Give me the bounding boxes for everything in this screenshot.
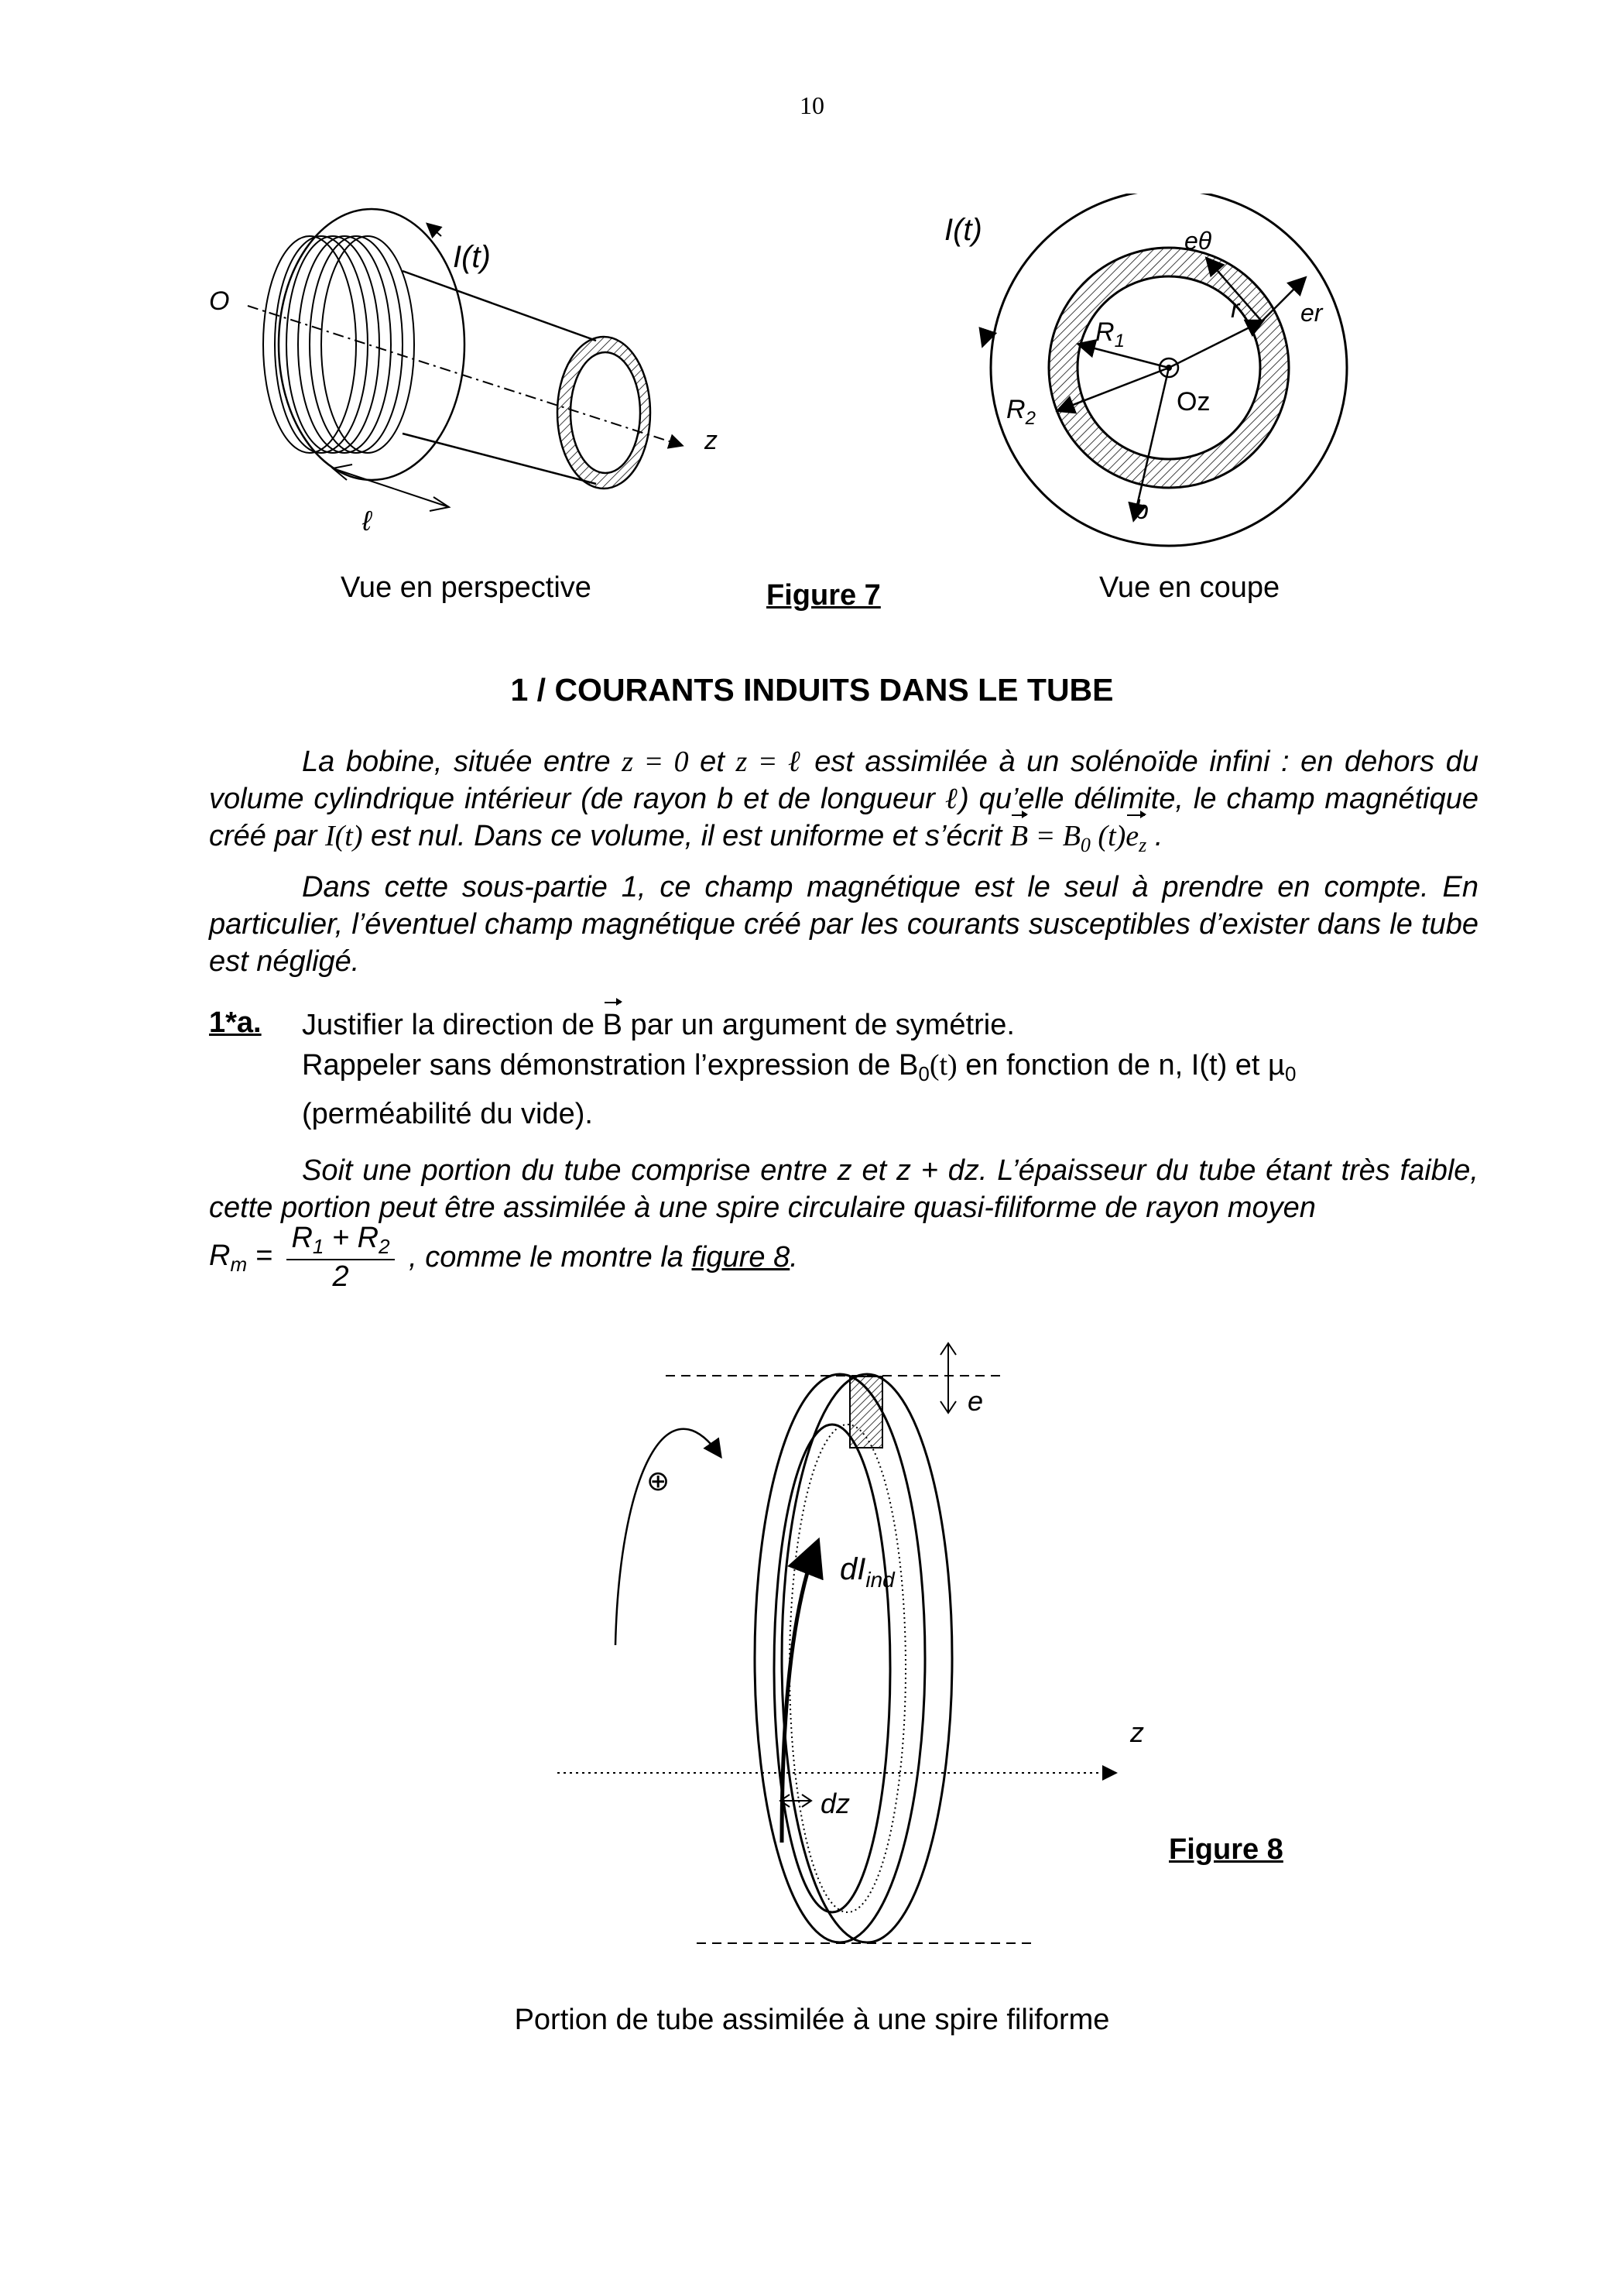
- rm-formula: $R_m$ = $\frac{R_1 + R_2}{2}$ , comme le montre la figure 8.: [209, 1222, 798, 1293]
- orientation-symbol: ⊕: [646, 1465, 670, 1496]
- section-title: 1 / COURANTS INDUITS DANS LE TUBE: [510, 672, 1114, 708]
- r-label: r: [1231, 294, 1240, 324]
- hatched-element: [850, 1376, 882, 1448]
- induced-current-label: $dI_{ind}$: [840, 1552, 895, 1592]
- figure8-caption: Portion de tube assimilée à une spire filiforme: [514, 2004, 1110, 2036]
- b-label: b: [1134, 495, 1149, 525]
- R1-label: $R_1$: [1095, 317, 1125, 351]
- thickness-arrow: [940, 1343, 956, 1413]
- paragraph-spire: Soit une portion du tube comprise entre z et z + dz. L’épaisseur du tube étant très faible, cette portion peut être assimilée à une spire circulaire quasi-filiforme de rayon moyen: [209, 1154, 1478, 1224]
- origin-label: O: [209, 286, 230, 316]
- question-1a-label: 1*a.: [209, 1006, 262, 1039]
- figure7-left-caption: Vue en perspective: [341, 571, 591, 604]
- figure7-perspective-diagram: [194, 178, 751, 542]
- section-current-label: I(t): [944, 213, 982, 247]
- current-label: I(t): [453, 240, 491, 274]
- length-arrow: [333, 465, 449, 511]
- etheta-label: eθ: [1184, 227, 1212, 255]
- R2-label: $R_2$: [1006, 395, 1036, 429]
- figure7-label: Figure 7: [766, 579, 881, 612]
- axis-label: Oz: [1177, 387, 1211, 417]
- dz-label: dz: [821, 1788, 851, 1819]
- figure8-diagram: [557, 1339, 1177, 1974]
- paragraph-hypothesis: Dans cette sous-partie 1, ce champ magnétique est le seul à prendre en compte. En particulier, l’éventuel champ magnétique créé par les courants susceptibles d’exister dans le tube est négligé.: [209, 871, 1478, 978]
- z-label: z: [704, 426, 718, 455]
- z-label-fig8: z: [1130, 1716, 1144, 1748]
- induced-current-arrow: [782, 1544, 817, 1843]
- figure8-label: Figure 8: [1169, 1833, 1283, 1866]
- er-label: er: [1300, 299, 1323, 327]
- figure7-section-diagram: [929, 194, 1393, 550]
- ring-back-outline: [755, 1374, 925, 1942]
- paragraph-solenoid: La bobine, située entre z = 0 et z = ℓ est assimilée à un solénoïde infini : en dehors du volume cylindrique intérieur (de rayon b et de longueur ℓ) qu’elle délimite, le champ magnétique créé par I(t) est nul. Dans ce volume, il est uniforme et s’écrit $B = B_0$ $(t)e_z$ .: [209, 743, 1478, 864]
- current-arrow: [428, 225, 441, 236]
- ring-inner-back: [790, 1424, 906, 1912]
- orientation-arrow: [615, 1429, 720, 1645]
- current-arrow-section: [983, 333, 987, 345]
- coil-windings: [263, 236, 414, 453]
- page-number: 10: [800, 91, 824, 119]
- coil-outline: [279, 209, 464, 480]
- figure7-right-caption: Vue en coupe: [1099, 571, 1280, 604]
- question-1a-text: Justifier la direction de B par un argument de symétrie. Rappeler sans démonstration l’expression de $B_0(t)$ en fonction de n, I(t) et µ$_0$ (perméabilité du vide).: [302, 1005, 1478, 1134]
- ring-front-outline: [782, 1374, 952, 1942]
- length-label: ℓ: [362, 505, 372, 537]
- thickness-label: e: [968, 1385, 984, 1417]
